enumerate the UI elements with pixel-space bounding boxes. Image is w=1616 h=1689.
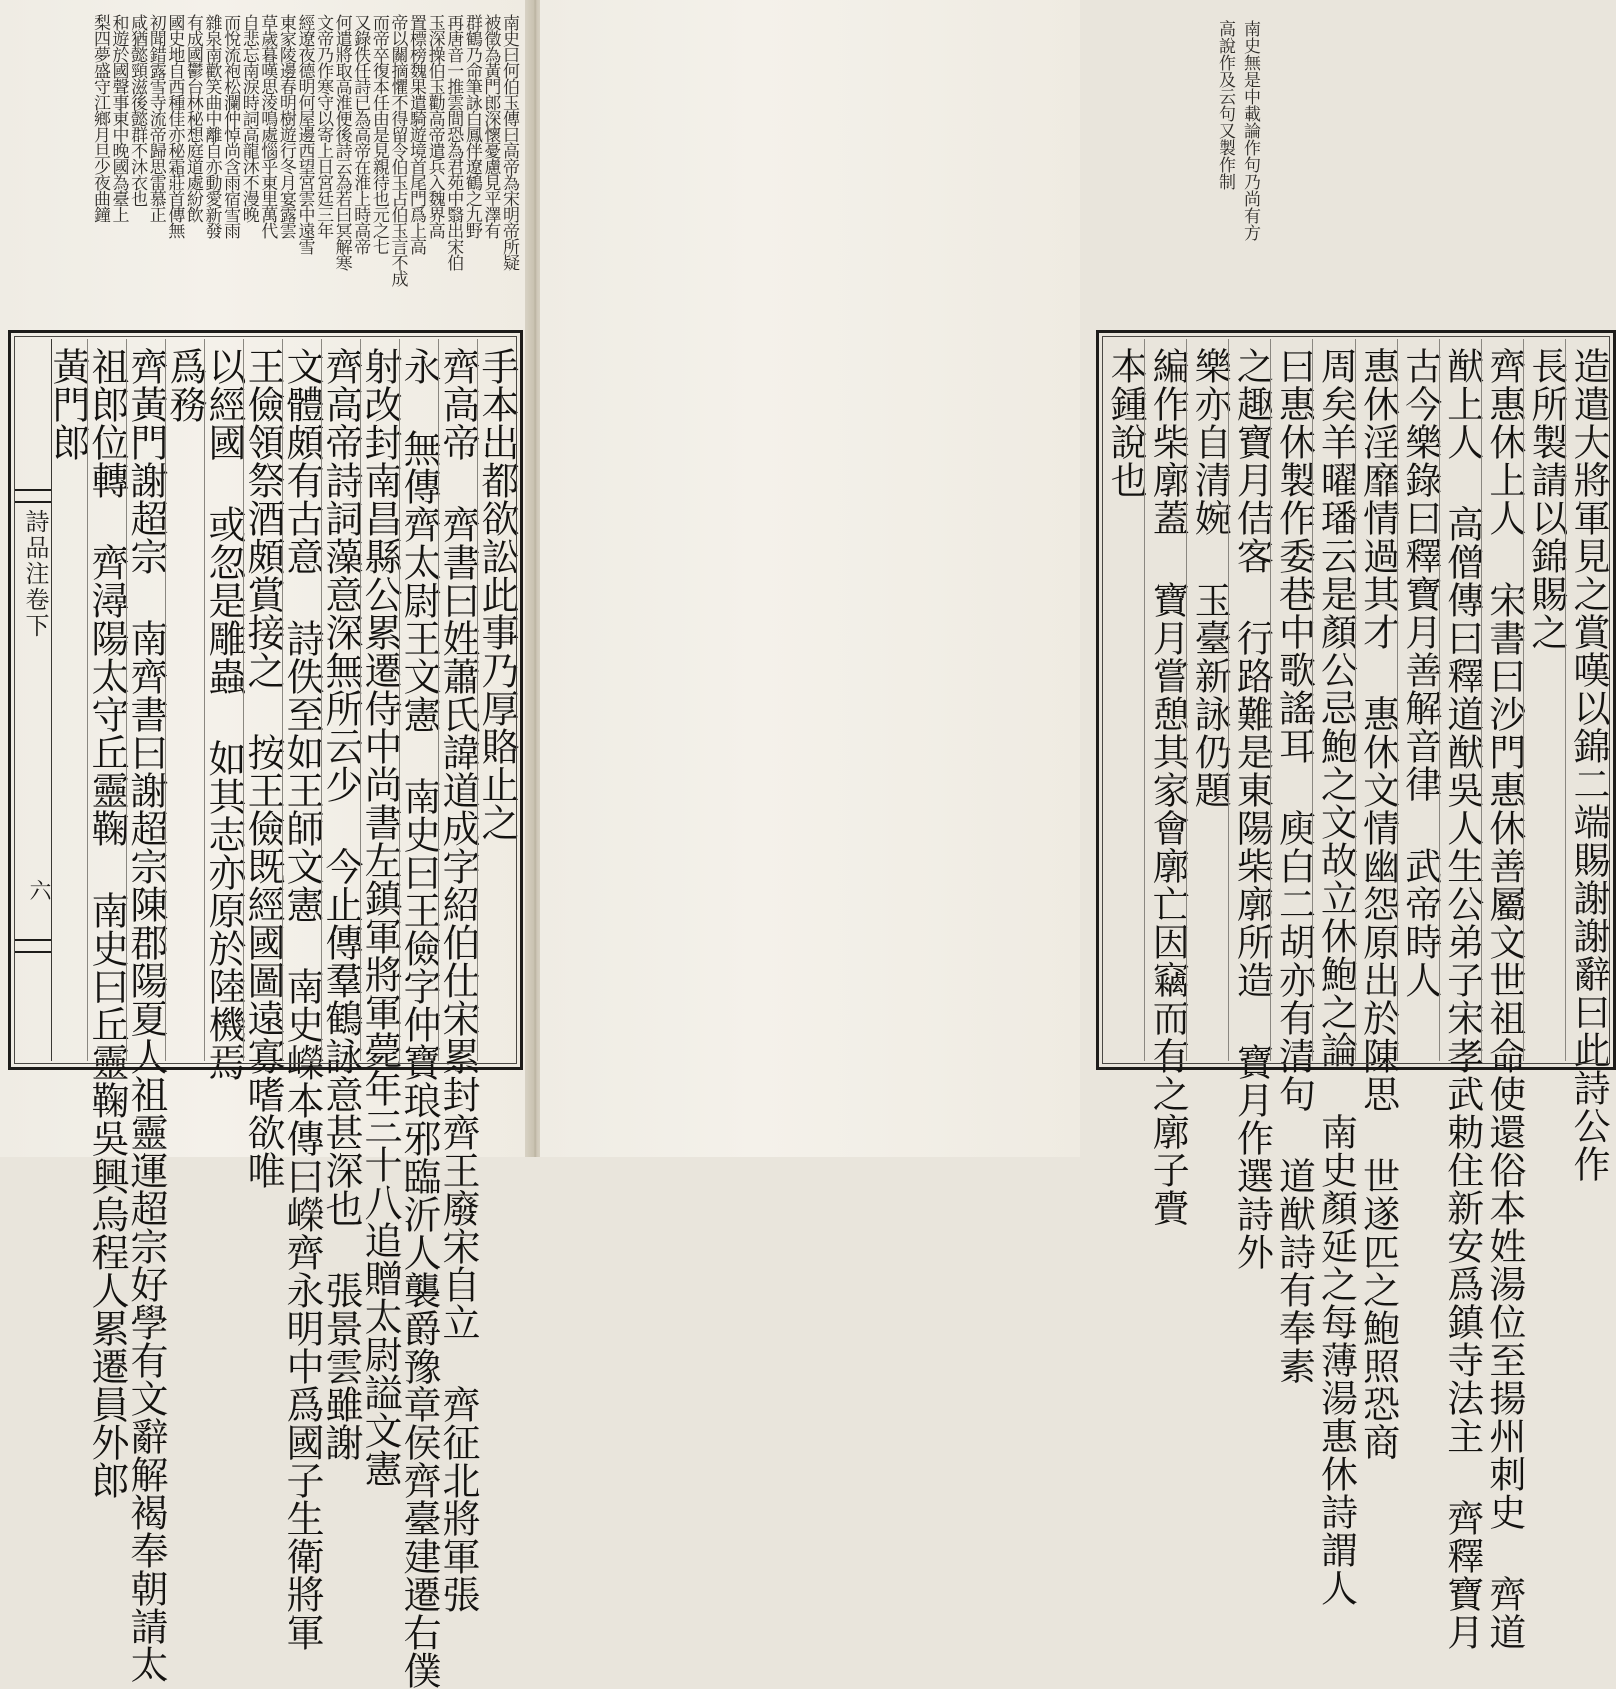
handwritten-column: 高說作及云句又製作制 (1215, 20, 1235, 190)
printed-frame-right (1096, 330, 1616, 1651)
text-column: 手本出都欲訟此事乃厚賂止之 (477, 339, 516, 1061)
handwritten-column: 何遣將取高淮便後詩云為若曰冥解寒 (331, 14, 352, 270)
text-column: 黃門郎 (46, 347, 90, 461)
handwritten-annotation-left (12, 14, 517, 324)
text-column: 樂亦自清婉 玉臺新詠仍題 (1186, 339, 1228, 1061)
text-column: 王儉領祭酒頗賞接之 按王儉既經國圖遠寡嗜欲唯 (243, 339, 282, 1061)
left-page (0, 0, 530, 1689)
printed-frame-left (8, 330, 523, 1689)
text-column: 爲務 (165, 339, 204, 1061)
text-column: 文體頗有古意 詩佚至如王師文憲 南史嶸本傳曰嶸齊永明中爲國子生衛將軍 (282, 339, 321, 1061)
handwritten-column: 自悲忘南淚時詞高龍沐不漫晚 (238, 14, 259, 222)
handwritten-column: 梨四夢盛守江鄉月旦少夜曲鐘 (89, 14, 110, 222)
text-column: 猷上人 高僧傳曰釋道猷吳人生公弟子宋孝武勅住新安爲鎮寺法主 齊釋寶月 (1439, 339, 1481, 1061)
text-column: 本鍾說也 (1104, 347, 1148, 499)
page-margin-strip (15, 339, 52, 1061)
handwritten-column: 玉深操伯玉勸高帝遣兵入魏界高 (424, 14, 445, 238)
handwritten-column: 經遼夜德明何屋邊西望宮雲中遠雪 (294, 14, 315, 254)
text-column: 之趣寶月佶客 行路難是東陽柴廓所造 寶月作選詩外 (1228, 339, 1270, 1061)
fish-tail-mark-bottom (15, 939, 51, 953)
handwritten-column: 雜泉南歡笑曲中離自亦動愛新發 (201, 14, 222, 238)
page-number: 六 (26, 879, 51, 901)
text-column: 以經國 或忽是雕蟲 如其志亦原於陸機焉 (204, 339, 243, 1061)
text-column: 周矣羊曜璠云是顏公忌鮑之文故立休鮑之論 南史顏延之每薄湯惠休詩謂人 (1312, 339, 1354, 1061)
text-column: 祖郎位轉 齊潯陽太守丘靈鞠 南史曰丘靈鞠吳興烏程人累遷員外郎 (87, 339, 126, 1061)
handwritten-column: 而帝卒復本任由是見親待也元之七 (368, 14, 389, 254)
handwritten-column: 而悅流袍松瀾仲悼尚含雨宿雪雨 (220, 14, 241, 238)
handwritten-annotation-right (1208, 20, 1258, 320)
handwritten-column: 置標榜魏果遣騎遊境首尾門爲上高 (406, 14, 427, 254)
text-column: 永 無傳齊太尉王文憲 南史曰王儉字仲寶琅邪臨沂人襲爵豫章侯齊臺建遷右僕 (399, 339, 438, 1061)
handwritten-column: 又錄佚任詩已為高帝在淮上時高帝 (350, 14, 371, 254)
handwritten-column: 東家陵邊春明樹遊行冬月宴露雲 (275, 14, 296, 238)
handwritten-column: 國史地自西種佳亦秘霜莊首傳無 (164, 14, 185, 238)
handwritten-column: 群鶴乃命筆詠白鳳伴遼鶴之九野 (461, 14, 482, 238)
right-page (540, 0, 1610, 1651)
handwritten-column: 有成國鬱台林秘想庭道處紛飲 (182, 14, 203, 222)
handwritten-column: 咸猶懿頸滋後懿群不沐衣也 (127, 14, 148, 206)
handwritten-column: 草歲暮嘆思淩鳴處惱乎東里萬代 (257, 14, 278, 238)
text-column: 曰惠休製作委巷中歌謠耳 庾白二胡亦有清句 道猷詩有奉素 (1270, 339, 1312, 1061)
text-column: 古今樂錄曰釋寶月善解音律 武帝時人 (1397, 339, 1439, 1061)
book-title: 詩品注卷下 (21, 509, 49, 639)
handwritten-column: 初聞錯露雪寺流帝歸思雷慕正 (145, 14, 166, 222)
handwritten-column: 再唐音一推雲間恐為君苑中翳出宋伯 (443, 14, 464, 270)
text-column: 齊高帝 齊書曰姓蕭氏諱道成字紹伯仕宋累封齊王廢宋自立 齊征北將軍張 (438, 339, 477, 1061)
text-column: 編作柴廓蓋 寶月嘗憩其家會廓亡因竊而有之廓子賷 (1144, 339, 1186, 1061)
handwritten-column: 南史無是中載論作句乃尚有方 (1240, 20, 1260, 241)
fish-tail-mark-top (15, 489, 51, 503)
handwritten-column: 被徵為黃門郎深懷憂慮見平澤有 (480, 14, 501, 238)
text-column: 射改封南昌縣公累遷侍中尚書左鎮軍將軍薨年三十八追贈太尉謚文憲 (360, 339, 399, 1061)
text-column: 長所製請以錦賜之 (1523, 339, 1565, 1061)
handwritten-column: 文帝乃作寒守以寄上日宮廷三年 (313, 14, 334, 238)
handwritten-column: 南史曰何伯玉傳曰高帝為宋明帝所疑 (499, 14, 519, 270)
text-columns-right (1103, 339, 1610, 1651)
text-column: 齊黃門謝超宗 南齊書曰謝超宗陳郡陽夏人祖靈運超宗好學有文辭解褐奉朝請太 (126, 339, 165, 1061)
text-column: 造遣大將軍見之賞嘆以錦二端賜謝謝辭曰此詩公作 (1565, 339, 1607, 1061)
text-column: 齊惠休上人 宋書曰沙門惠休善屬文世祖命使還俗本姓湯位至揚州刺史 齊道 (1481, 339, 1523, 1061)
text-column: 齊高帝詩詞藻意深無所云少 今止傳羣鶴詠意甚深也 張景雲雖謝 (321, 339, 360, 1061)
text-column: 惠休淫靡情過其才 惠休文情幽怨原出於陳思 世遂匹之鮑照恐商 (1355, 339, 1397, 1061)
handwritten-column: 和遊於國聲事東中晚國為臺上 (108, 14, 129, 222)
handwritten-column: 帝以關摘懼不得留令伯玉占伯玉言不成 (387, 14, 408, 286)
text-columns-left (46, 339, 519, 1689)
